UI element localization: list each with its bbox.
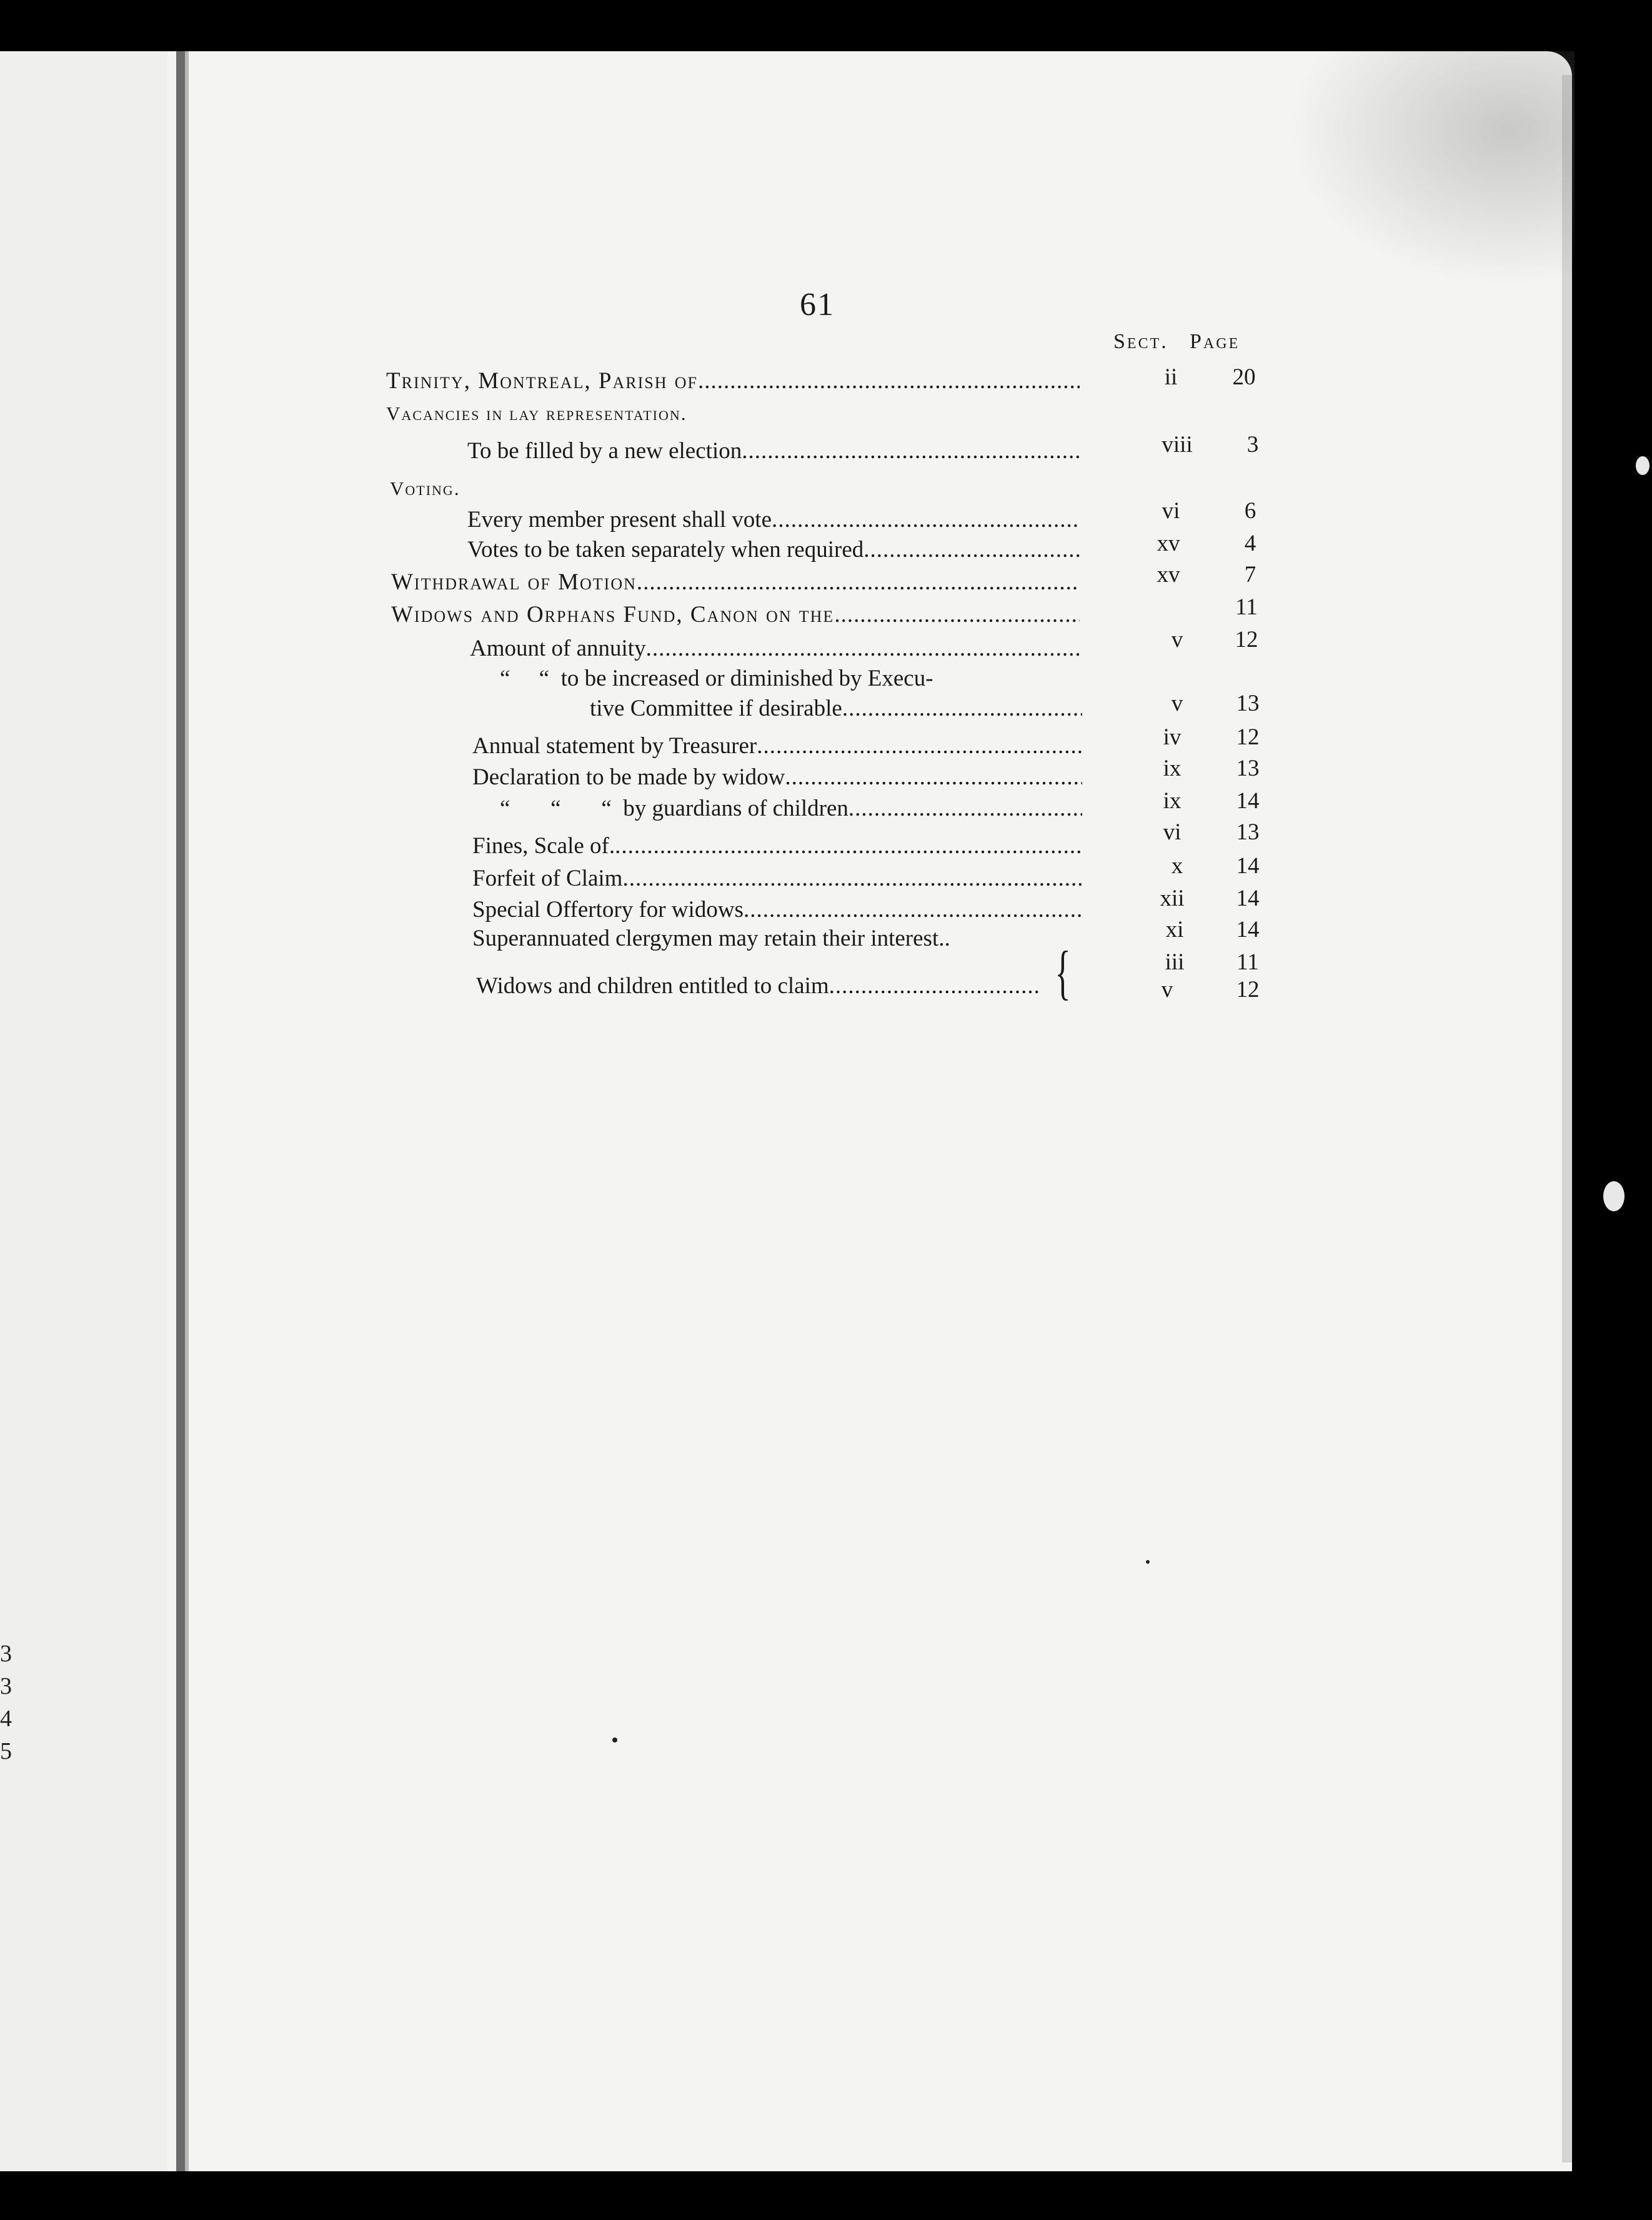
entry-page: 14 <box>1236 853 1260 879</box>
binding-fold-shadow <box>185 51 189 2171</box>
margin-digit: 3 <box>0 1641 12 1667</box>
entry-page: 14 <box>1236 886 1260 911</box>
entry-page: 6 <box>1244 498 1256 524</box>
entry-sect: xii <box>1160 886 1185 911</box>
index-heading: Voting. <box>390 478 460 499</box>
entry-sect: iii <box>1165 949 1185 975</box>
grouping-brace: { <box>1055 939 1071 1006</box>
entry-sect: viii <box>1162 432 1193 458</box>
index-entry: Declaration to be made by widow ..... <box>472 764 1082 791</box>
entry-page: 12 <box>1235 627 1258 652</box>
entry-sect: ii <box>1164 364 1178 390</box>
entry-page: 7 <box>1244 562 1256 588</box>
entry-sect: vi <box>1163 819 1182 845</box>
ink-speck <box>612 1738 617 1742</box>
index-entry: Annual statement by Treasurer ..... <box>472 732 1082 760</box>
index-entry: Special Offertory for widows ..... <box>472 896 1082 924</box>
entry-sect: v <box>1171 691 1183 716</box>
index-entry: Widows and Orphans Fund, Canon on the ..... <box>391 601 1080 629</box>
entry-page: 13 <box>1236 756 1260 781</box>
column-header-page: Page <box>1190 330 1240 353</box>
ink-speck <box>1603 1181 1625 1211</box>
entry-page: 14 <box>1236 788 1260 814</box>
entry-page: 13 <box>1236 819 1260 845</box>
page-smudge <box>1250 51 1575 314</box>
entry-sect: xv <box>1157 531 1180 556</box>
entry-sect: xv <box>1157 562 1180 588</box>
facing-page-edge <box>0 51 167 2171</box>
index-entry: Widows and children entitled to claim ..... <box>476 972 1038 1000</box>
index-entry: Superannuated clergymen may retain their interest.. <box>472 926 950 951</box>
column-header-sect: Sect. <box>1113 330 1168 353</box>
index-entry: Forfeit of Claim ..... <box>472 865 1082 892</box>
index-entry: “ “ “ by guardians of children ..... <box>500 795 1082 822</box>
entry-page: 11 <box>1235 594 1258 620</box>
page-edge-shadow <box>1562 75 1572 2162</box>
entry-page: 12 <box>1236 724 1260 750</box>
index-entry: Votes to be taken separately when required ..... <box>467 536 1080 564</box>
index-entry: Amount of annuity ..... <box>470 635 1082 662</box>
entry-page: 3 <box>1246 432 1259 458</box>
entry-page: 14 <box>1236 917 1260 942</box>
entry-sect: x <box>1171 853 1183 879</box>
entry-page: 12 <box>1236 977 1260 1002</box>
entry-sect: vi <box>1162 498 1180 524</box>
index-entry: Every member present shall vote ..... <box>467 506 1080 534</box>
entry-sect: iv <box>1163 724 1182 750</box>
entry-sect: xi <box>1165 917 1184 942</box>
entry-page: 11 <box>1237 949 1259 975</box>
index-entry: Withdrawal of Motion ..... <box>391 569 1080 596</box>
ink-speck <box>1146 1560 1150 1564</box>
index-entry: To be filled by a new election ..... <box>467 438 1080 465</box>
index-entry: Fines, Scale of. ..... <box>472 832 1082 860</box>
facing-page-digits <box>0 1638 12 1768</box>
index-entry: Trinity, Montreal, Parish of ..... <box>386 368 1080 395</box>
margin-digit: 5 <box>0 1738 12 1764</box>
ink-speck <box>1636 456 1650 475</box>
index-entry: tive Committee if desirable ..... <box>590 695 1082 722</box>
entry-sect: v <box>1161 977 1173 1002</box>
index-entry: “ “ to be increased or diminished by Execu- <box>500 666 933 691</box>
margin-digit: 4 <box>0 1706 12 1732</box>
index-heading: Vacancies in lay representation. <box>386 402 687 424</box>
entry-sect: v <box>1171 627 1183 652</box>
binding-fold <box>176 51 185 2171</box>
margin-digit: 3 <box>0 1673 12 1699</box>
entry-sect: ix <box>1163 788 1182 814</box>
entry-page: 13 <box>1236 691 1260 716</box>
page-number: 61 <box>800 287 835 322</box>
entry-page: 20 <box>1232 364 1256 390</box>
entry-page: 4 <box>1244 531 1256 556</box>
entry-sect: ix <box>1163 756 1182 781</box>
